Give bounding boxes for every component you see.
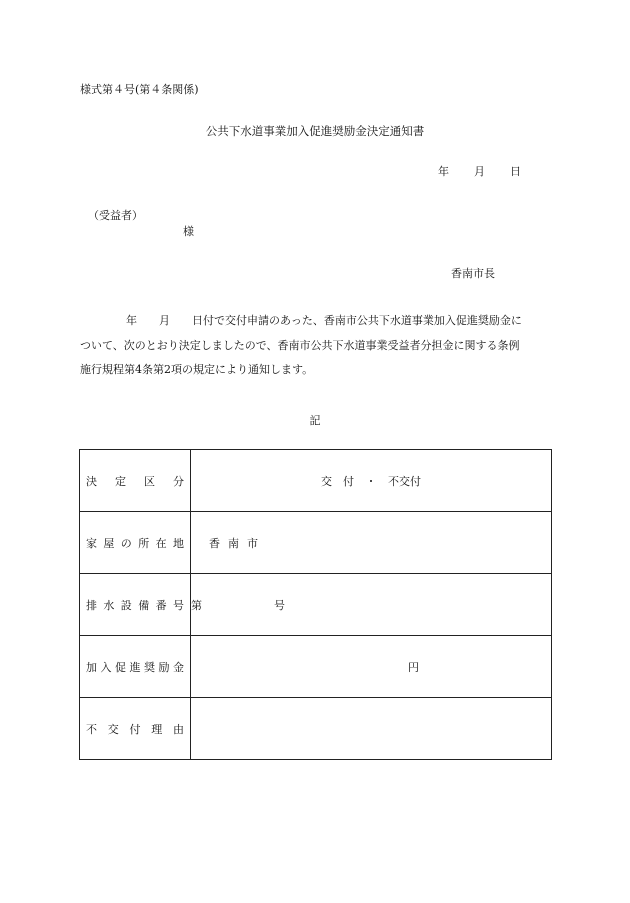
location-value xyxy=(191,512,552,574)
number-prefix: 第 xyxy=(191,598,202,612)
ki-heading: 記 xyxy=(309,414,321,427)
table-row xyxy=(80,636,552,698)
row-label-no-grant-reason: 不交付理由 xyxy=(80,698,191,760)
body-line-1-rest: 日付で交付申請のあった、香南市公共下水道事業加入促進奨励金に xyxy=(192,314,522,327)
date-line xyxy=(438,163,521,179)
table-row xyxy=(80,574,552,636)
table-row xyxy=(80,450,552,512)
amount-value xyxy=(191,636,552,698)
document-title: 公共下水道事業加入促進奨励金決定通知書 xyxy=(205,124,425,138)
body-month: 月 xyxy=(159,314,170,327)
recipient-label: （受益者） xyxy=(88,209,143,222)
decision-table xyxy=(79,449,552,760)
body-line-2: ついて、次のとおり決定しましたので、香南市公共下水道事業受益者分担金に関する条例 xyxy=(80,338,520,352)
decision-value xyxy=(191,450,552,512)
row-label-location: 家屋の所在地 xyxy=(80,512,191,574)
recipient-honorific: 様 xyxy=(183,225,194,238)
decision-no-grant: 不交付 xyxy=(388,474,421,488)
drain-number-value xyxy=(191,574,552,636)
number-suffix: 号 xyxy=(274,598,285,612)
amount-unit: 円 xyxy=(408,660,419,674)
form-number: 様式第４号(第４条関係) xyxy=(80,83,199,96)
no-grant-reason-value xyxy=(191,698,552,760)
body-year: 年 xyxy=(126,314,137,327)
table-row xyxy=(80,698,552,760)
row-label-amount: 加入促進奨励金 xyxy=(80,636,191,698)
decision-grant: 交 付 xyxy=(321,474,354,488)
decision-separator: ・ xyxy=(365,474,377,488)
location-city: 香南市 xyxy=(209,536,266,550)
date-month: 月 xyxy=(474,165,485,178)
date-day: 日 xyxy=(510,165,521,178)
table-row xyxy=(80,512,552,574)
body-text xyxy=(80,309,552,383)
row-label-decision: 決定区分 xyxy=(80,450,191,512)
body-line-3: 施行規程第4条第2項の規定により通知します。 xyxy=(80,363,314,376)
issuer-name: 香南市長 xyxy=(451,267,495,280)
row-label-drain-number: 排水設備番号 xyxy=(80,574,191,636)
date-year: 年 xyxy=(438,165,449,178)
body-line-1 xyxy=(80,309,552,334)
